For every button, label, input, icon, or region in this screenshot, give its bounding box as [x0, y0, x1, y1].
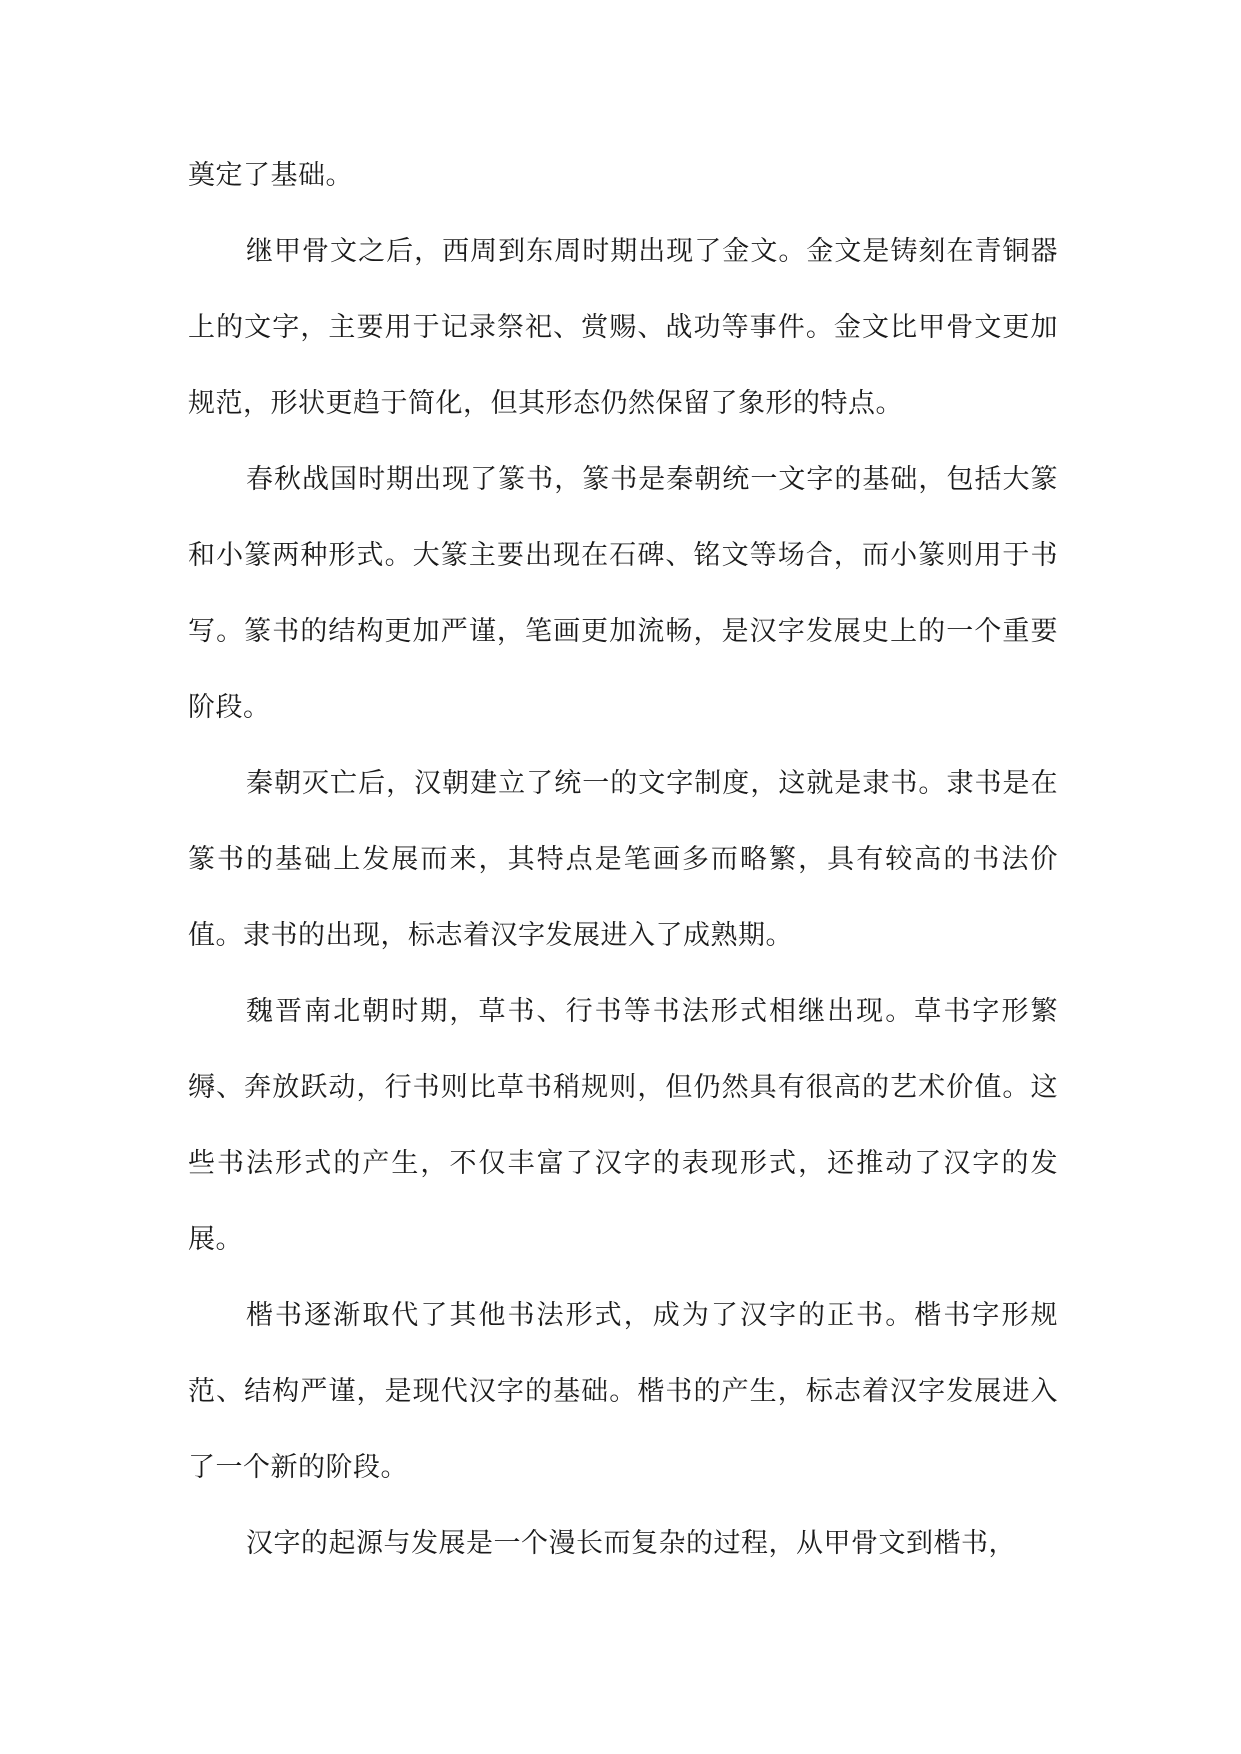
paragraph-2: 继甲骨文之后，西周到东周时期出现了金文。金文是铸刻在青铜器上的文字，主要用于记录祭祀、赏赐、战功等事件。金文比甲骨文更加规范，形状更趋于简化，但其形态仍然保留了象形的特点。: [188, 236, 1058, 419]
paragraph-7: 汉字的起源与发展是一个漫长而复杂的过程，从甲骨文到楷书，: [246, 1528, 1016, 1559]
paragraph-4: 秦朝灭亡后，汉朝建立了统一的文字制度，这就是隶书。隶书是在篆书的基础上发展而来，其特点是笔画多而略繁，具有较高的书法价值。隶书的出现，标志着汉字发展进入了成熟期。: [188, 768, 1058, 951]
paragraph-6: 楷书逐渐取代了其他书法形式，成为了汉字的正书。楷书字形规范、结构严谨，是现代汉字的基础。楷书的产生，标志着汉字发展进入了一个新的阶段。: [188, 1300, 1058, 1483]
paragraph-3: 春秋战国时期出现了篆书，篆书是秦朝统一文字的基础，包括大篆和小篆两种形式。大篆主要出现在石碑、铭文等场合，而小篆则用于书写。篆书的结构更加严谨，笔画更加流畅，是汉字发展史上的一个重要阶段。: [188, 464, 1058, 723]
paragraph-5: 魏晋南北朝时期，草书、行书等书法形式相继出现。草书字形繁缛、奔放跃动，行书则比草书稍规则，但仍然具有很高的艺术价值。这些书法形式的产生，不仅丰富了汉字的表现形式，还推动了汉字的发展。: [188, 996, 1058, 1255]
document-body: [188, 138, 1058, 1582]
paragraph-1: 奠定了基础。: [188, 160, 353, 191]
